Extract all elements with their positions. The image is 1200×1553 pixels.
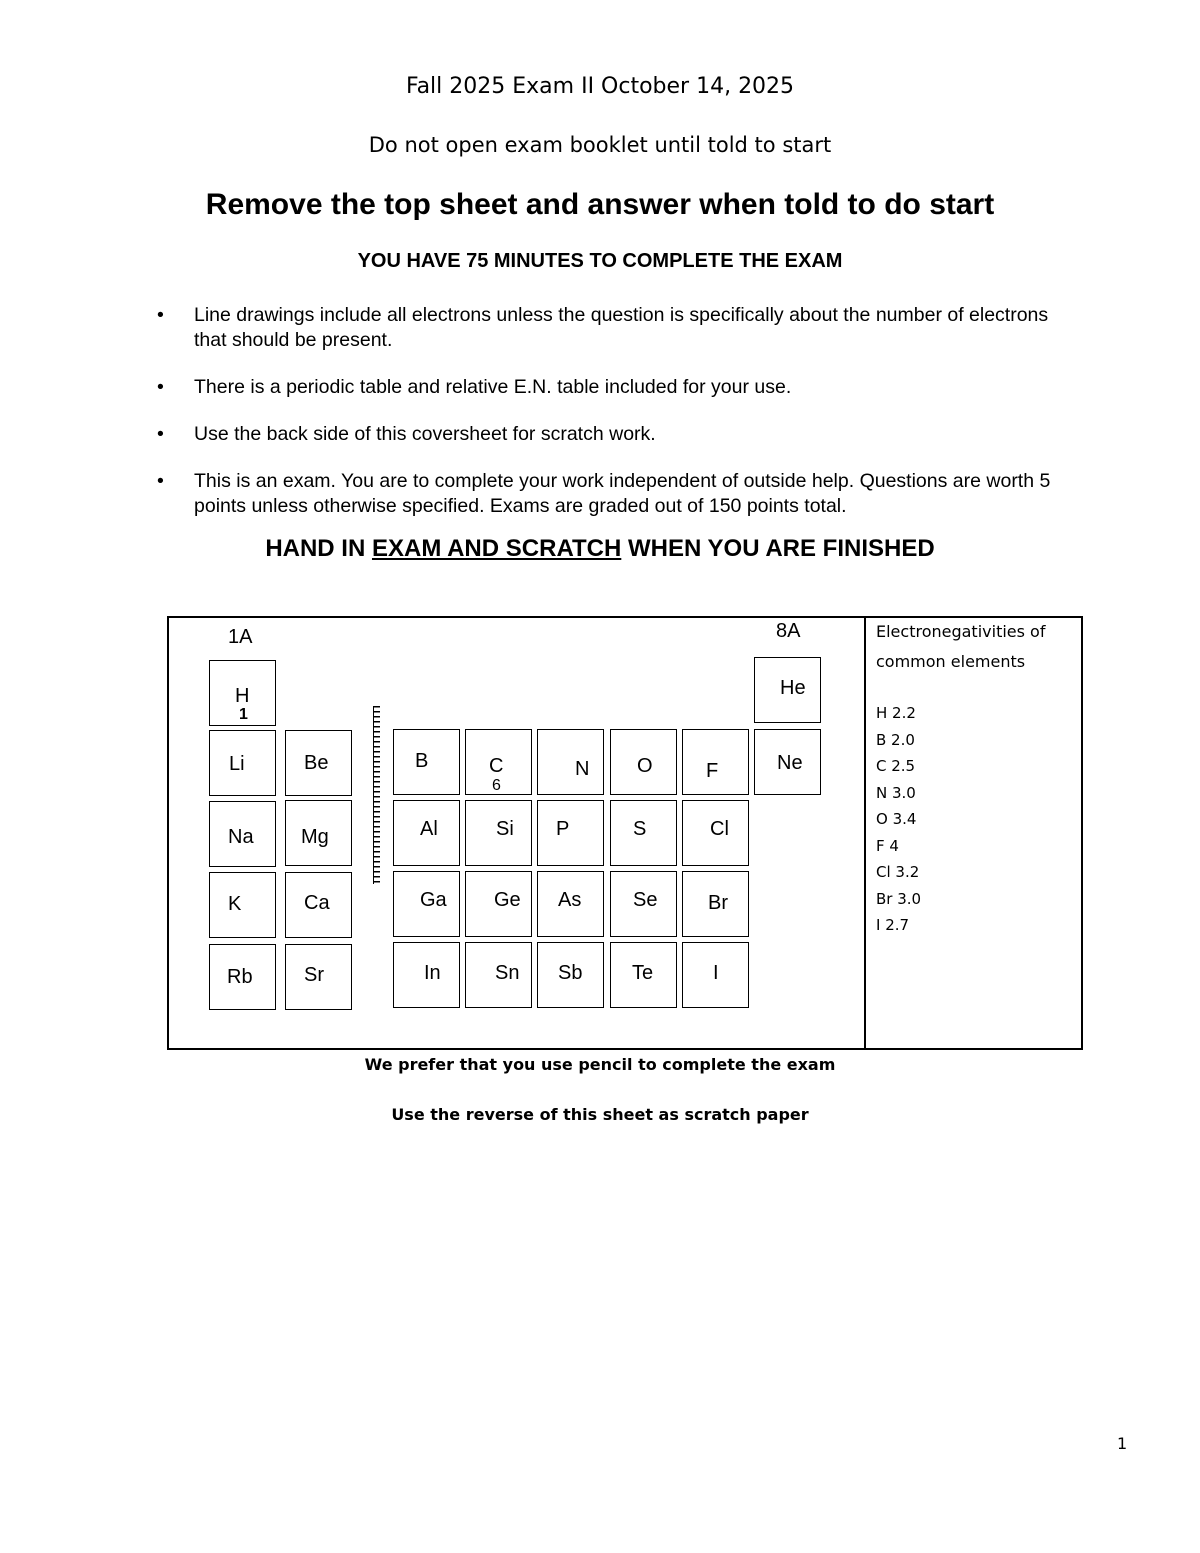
bullet-icon: • [157,470,164,492]
electronegativity-heading: Electronegativities of common elements [876,622,1046,671]
element-b: B [393,729,460,795]
page-number: 1 [1117,1434,1128,1453]
hand-in-notice: HAND IN EXAM AND SCRATCH WHEN YOU ARE FINISHED [265,535,935,562]
list-item: H 2.2 [876,704,916,722]
element-na: Na [209,801,276,867]
list-item: Cl 3.2 [876,863,920,881]
list-item: Br 3.0 [876,889,922,908]
exam-subtitle: Do not open exam booklet until told to start [368,133,832,157]
element-ga: Ga [393,871,460,937]
group-8a-label: 8A [776,620,801,642]
element-mg: Mg [285,800,352,866]
bullet-icon: • [157,376,164,398]
element-si: Si [465,800,532,866]
element-k: K [209,872,276,938]
group-1a-label: 1A [228,626,253,648]
element-sb: Sb [537,942,604,1008]
list-item: B 2.0 [876,730,915,749]
element-c: C 6 [465,729,532,795]
element-te: Te [610,942,677,1008]
element-li: Li [209,730,276,796]
instruction-list [152,303,1082,541]
bullet-icon: • [157,304,164,326]
list-item: I 2.7 [876,916,910,934]
element-in: In [393,942,460,1008]
list-item: F 4 [876,836,899,855]
element-ne: Ne [754,729,821,795]
electronegativity-list [876,700,921,939]
element-cl: Cl [682,800,749,866]
element-al: Al [393,800,460,866]
element-f: F [682,729,749,795]
list-item: O 3.4 [876,810,917,828]
time-notice: YOU HAVE 75 MINUTES TO COMPLETE THE EXAM [357,250,843,272]
list-item: • Use the back side of this coversheet for scratch work. [157,423,656,445]
element-as: As [537,871,604,937]
element-rb: Rb [209,944,276,1010]
list-item: C 2.5 [876,757,916,775]
list-item: N 3.0 [876,783,916,802]
table-divider [864,616,866,1050]
element-p: P [537,800,604,866]
element-o: O [610,729,677,795]
element-be: Be [285,730,352,796]
element-he: He [754,657,821,723]
element-s: S [610,800,677,866]
element-ca: Ca [285,872,352,938]
element-sr: Sr [285,944,352,1010]
element-n: N [537,729,604,795]
list-item: • Line drawings include all electrons unless the question is specifically about the number of electrons that should be present. [157,304,1049,351]
element-se: Se [610,871,677,937]
element-i: I [682,942,749,1008]
bullet-icon: • [157,423,164,445]
instruction-heading: Remove the top sheet and answer when told to do start [205,188,995,221]
exam-title: Fall 2025 Exam II October 14, 2025 [405,74,795,99]
element-sn: Sn [465,942,532,1008]
element-h: H 1 [209,660,276,726]
element-ge: Ge [465,871,532,937]
element-br: Br [682,871,749,937]
scratch-note: Use the reverse of this sheet as scratch paper [391,1105,809,1124]
transition-gap-marker [373,706,380,884]
list-item: • This is an exam. You are to complete your work independent of outside help. Questions are worth 5 points unless otherwise specified. Exams are graded out of 150 points total. [157,470,1051,517]
pencil-note: We prefer that you use pencil to complete the exam [364,1055,836,1074]
list-item: • There is a periodic table and relative E.N. table included for your use. [157,376,792,398]
